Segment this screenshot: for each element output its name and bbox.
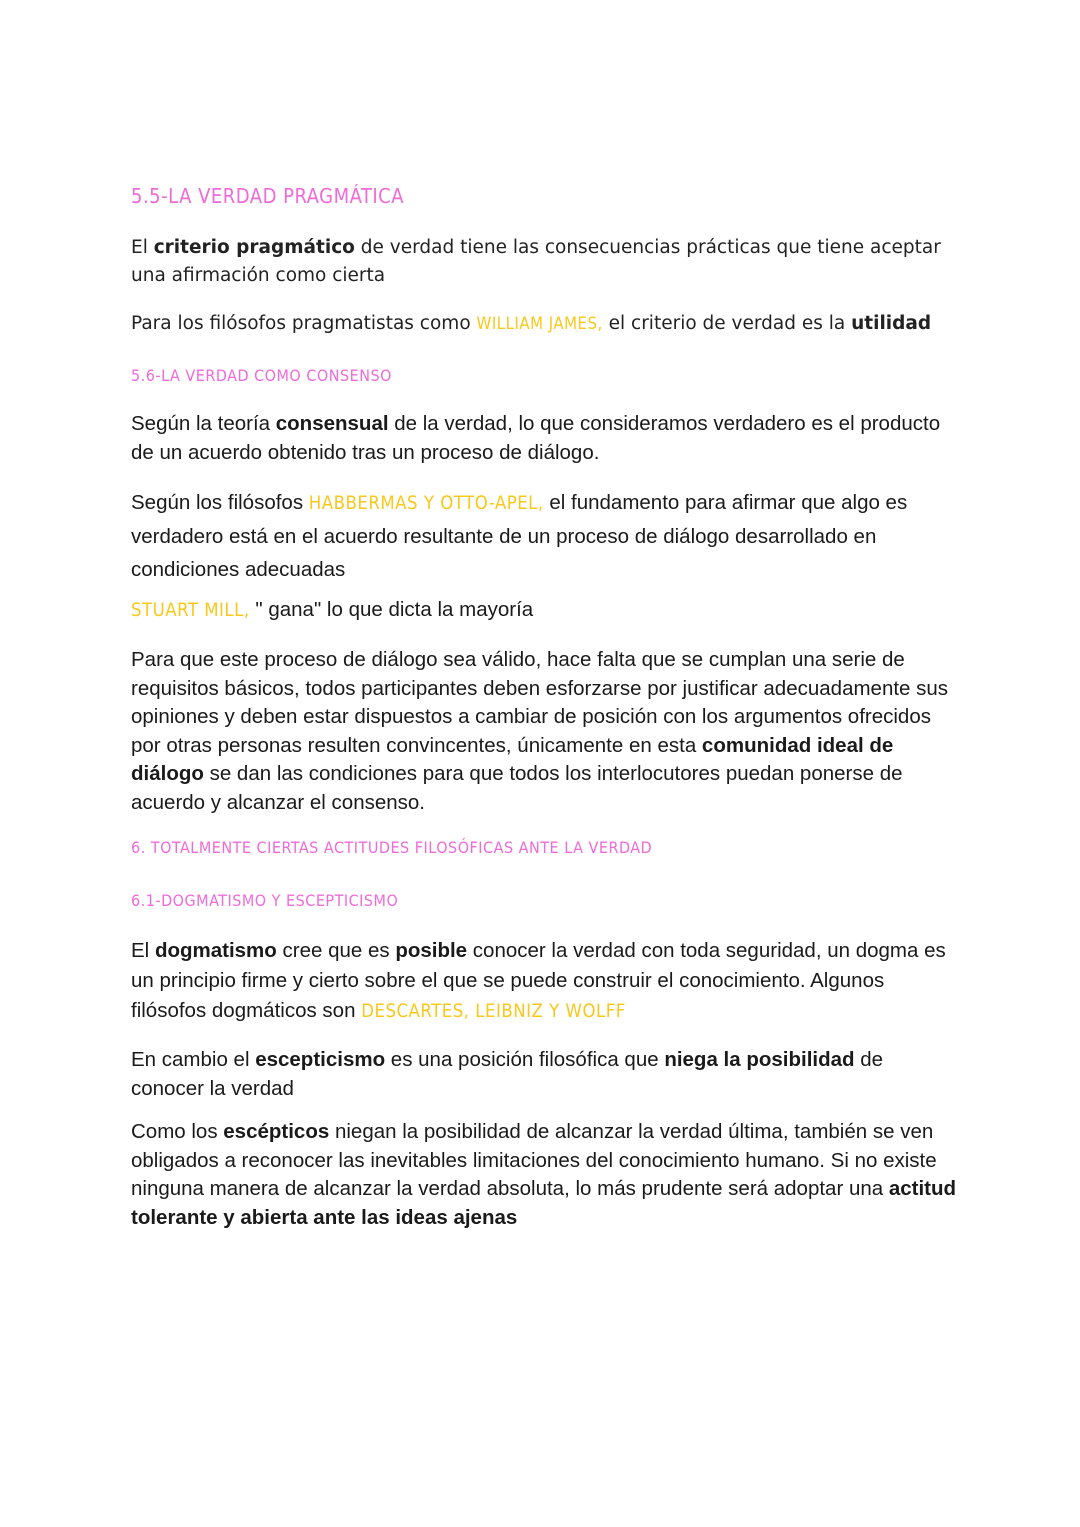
paragraph-pragmatic-criterion: El criterio pragmático de verdad tiene las consecuencias prácticas que tiene aceptar una afirmación como cierta: [131, 237, 941, 286]
section-heading-5-5: 5.5-LA VERDAD PRAGMÁTICA: [131, 184, 405, 208]
paragraph-dialogue-requirements: Para que este proceso de diálogo sea válido, hace falta que se cumplan una serie de requisitos básicos, todos participantes deben esforzarse por justificar adecuadamente sus opiniones y deben estar dispuestos a cambiar de posición con los argumentos ofrecidos por otras personas resulten convincentes, únicamente en esta comunidad ideal de diálogo se dan las condiciones para que todos los interlocutores puedan ponerse de acuerdo y alcanzar el consenso.: [131, 648, 949, 814]
section-heading-5-6: 5.6-LA VERDAD COMO CONSENSO: [131, 366, 392, 385]
section-heading-6-1: 6.1-DOGMATISMO Y ESCEPTICISMO: [131, 891, 399, 910]
philosopher-name: HABBERMAS Y OTTO-APEL,: [308, 493, 544, 514]
paragraph-skepticism: En cambio el escepticismo es una posición filosófica que niega la posibilidad de conocer la verdad: [131, 1048, 884, 1100]
philosopher-name: DESCARTES, LEIBNIZ Y WOLFF: [361, 1001, 626, 1022]
paragraph-stuart-mill: STUART MILL, " gana" lo que dicta la mayoría: [131, 598, 534, 621]
paragraph-consensual-theory: Según la teoría consensual de la verdad, lo que consideramos verdadero es el producto de un acuerdo obtenido tras un proceso de diálogo.: [131, 412, 941, 464]
paragraph-dogmatism: El dogmatismo cree que es posible conocer la verdad con toda seguridad, un dogma es un principio firme y cierto sobre el que se puede construir el conocimiento. Algunos filósofos dogmáticos son DESCARTES, LEIBNIZ Y WOLFF: [131, 939, 946, 1022]
philosopher-name: WILLIAM JAMES,: [476, 314, 603, 333]
paragraph-skeptics: Como los escépticos niegan la posibilidad de alcanzar la verdad última, también se ven obligados a reconocer las inevitables limitaciones del conocimiento humano. Si no existe ninguna manera de alcanzar la verdad absoluta, lo más prudente será adoptar una actitud tolerante y abierta ante las ideas ajenas: [131, 1120, 957, 1229]
paragraph-habbermas-apel: Según los filósofos HABBERMAS Y OTTO-APEL, el fundamento para afirmar que algo es verdadero está en el acuerdo resultante de un proceso de diálogo desarrollado en condiciones adecuadas: [131, 491, 908, 581]
section-heading-6: 6. TOTALMENTE CIERTAS ACTITUDES FILOSÓFICAS ANTE LA VERDAD: [131, 838, 653, 857]
paragraph-william-james: Para los filósofos pragmatistas como WILLIAM JAMES, el criterio de verdad es la utilidad: [131, 313, 932, 334]
philosopher-name: STUART MILL,: [131, 600, 250, 621]
